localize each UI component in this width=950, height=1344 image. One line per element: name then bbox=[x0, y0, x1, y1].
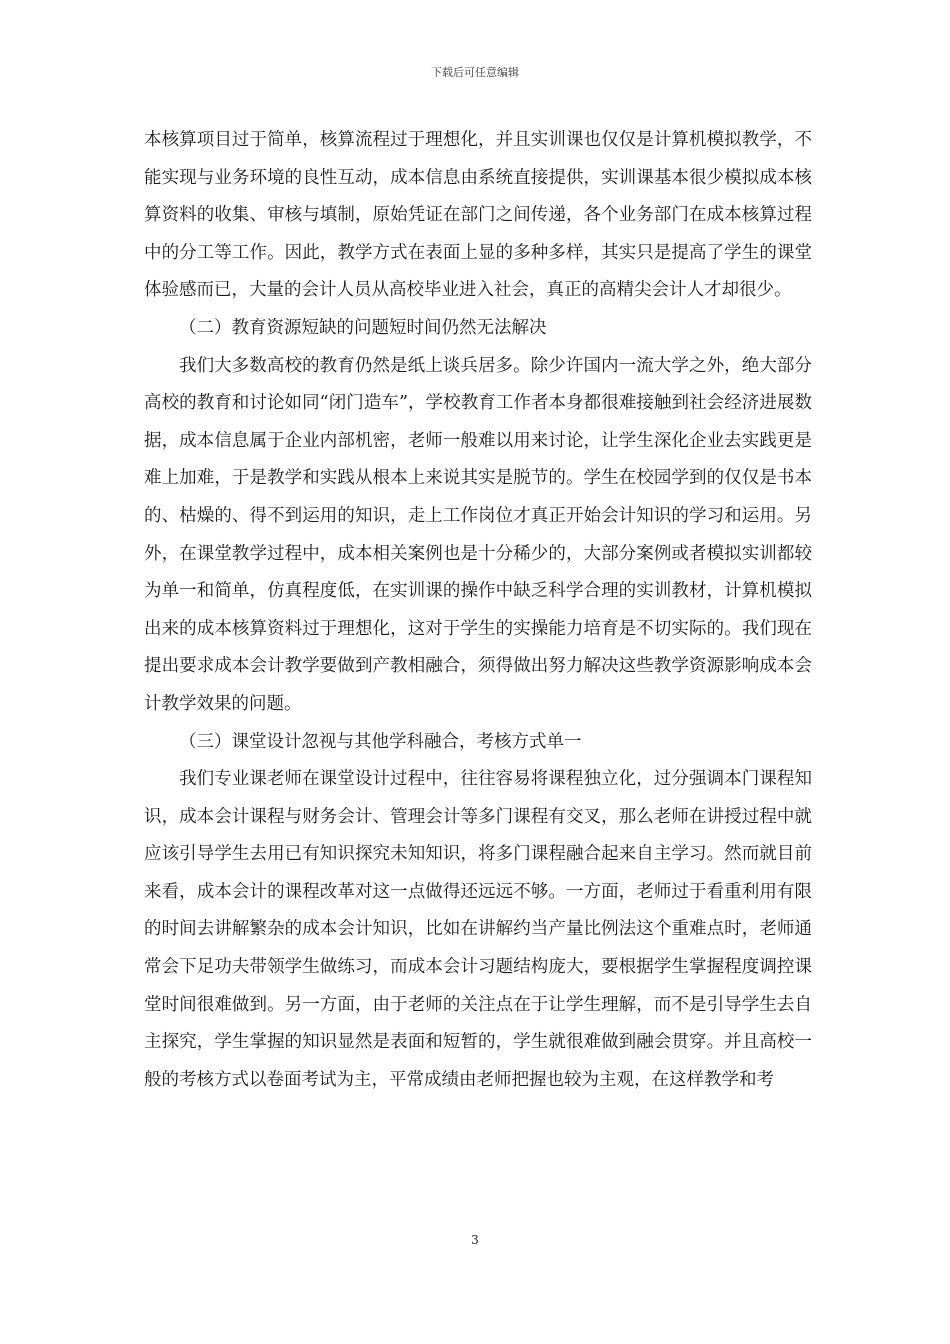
page-number: 3 bbox=[471, 1233, 479, 1247]
section-heading-3: （三）课堂设计忽视与其他学科融合，考核方式单一 bbox=[179, 731, 582, 752]
document-body bbox=[144, 122, 812, 1099]
paragraph-education-resources: 我们大多数高校的教育仍然是纸上谈兵居多。除少许国内一流大学之外，绝大部分高校的教育和讨论如同“闭门造车”，学校教育工作者本身都很难接触到社会经济进展数据，成本信息属于企业内部机密，老师一般难以用来讨论，让学生深化企业去实践更是难上加难，于是教学和实践从根本上来说其实是脱节的。学生在校园学到的仅仅是书本的、枯燥的、得不到运用的知识，走上工作岗位才真正开始会计知识的学习和运用。另外，在课堂教学过程中，成本相关案例也是十分稀少的，大部分案例或者模拟实训都较为单一和简单，仿真程度低，在实训课的操作中缺乏科学合理的实训教材，计算机模拟出来的成本核算资料过于理想化，这对于学生的实操能力培育是不切实际的。我们现在提出要求成本会计教学要做到产教相融合，须得做出努力解决这些教学资源影响成本会计教学效果的问题。 bbox=[144, 355, 812, 714]
section-heading-2: （二）教育资源短缺的问题短时间仍然无法解决 bbox=[179, 317, 547, 338]
page-header: 下载后可任意编辑 bbox=[431, 66, 519, 79]
paragraph-continuation: 本核算项目过于简单，核算流程过于理想化，并且实训课也仅仅是计算机模拟教学，不能实现与业务环境的良性互动，成本信息由系统直接提供，实训课基本很少模拟成本核算资料的收集、审核与填制，原始凭证在部门之间传递，各个业务部门在成本核算过程中的分工等工作。因此，教学方式在表面上显的多种多样，其实只是提高了学生的课堂体验感而已，大量的会计人员从高校毕业进入社会，真正的高精尖会计人才却很少。 bbox=[144, 130, 812, 301]
paragraph-course-design: 我们专业课老师在课堂设计过程中，往往容易将课程独立化，过分强调本门课程知识，成本会计课程与财务会计、管理会计等多门课程有交叉，那么老师在讲授过程中就应该引导学生去用已有知识探究未知知识，将多门课程融合起来自主学习。然而就目前来看，成本会计的课程改革对这一点做得还远远不够。一方面，老师过于看重利用有限的时间去讲解繁杂的成本会计知识，比如在讲解约当产量比例法这个重难点时，老师通常会下足功夫带领学生做练习，而成本会计习题结构庞大，要根据学生掌握程度调控课堂时间很难做到。另一方面，由于老师的关注点在于让学生理解，而不是引导学生去自主探究，学生掌握的知识显然是表面和短暂的，学生就很难做到融会贯穿。并且高校一般的考核方式以卷面考试为主，平常成绩由老师把握也较为主观，在这样教学和考 bbox=[144, 769, 812, 1090]
